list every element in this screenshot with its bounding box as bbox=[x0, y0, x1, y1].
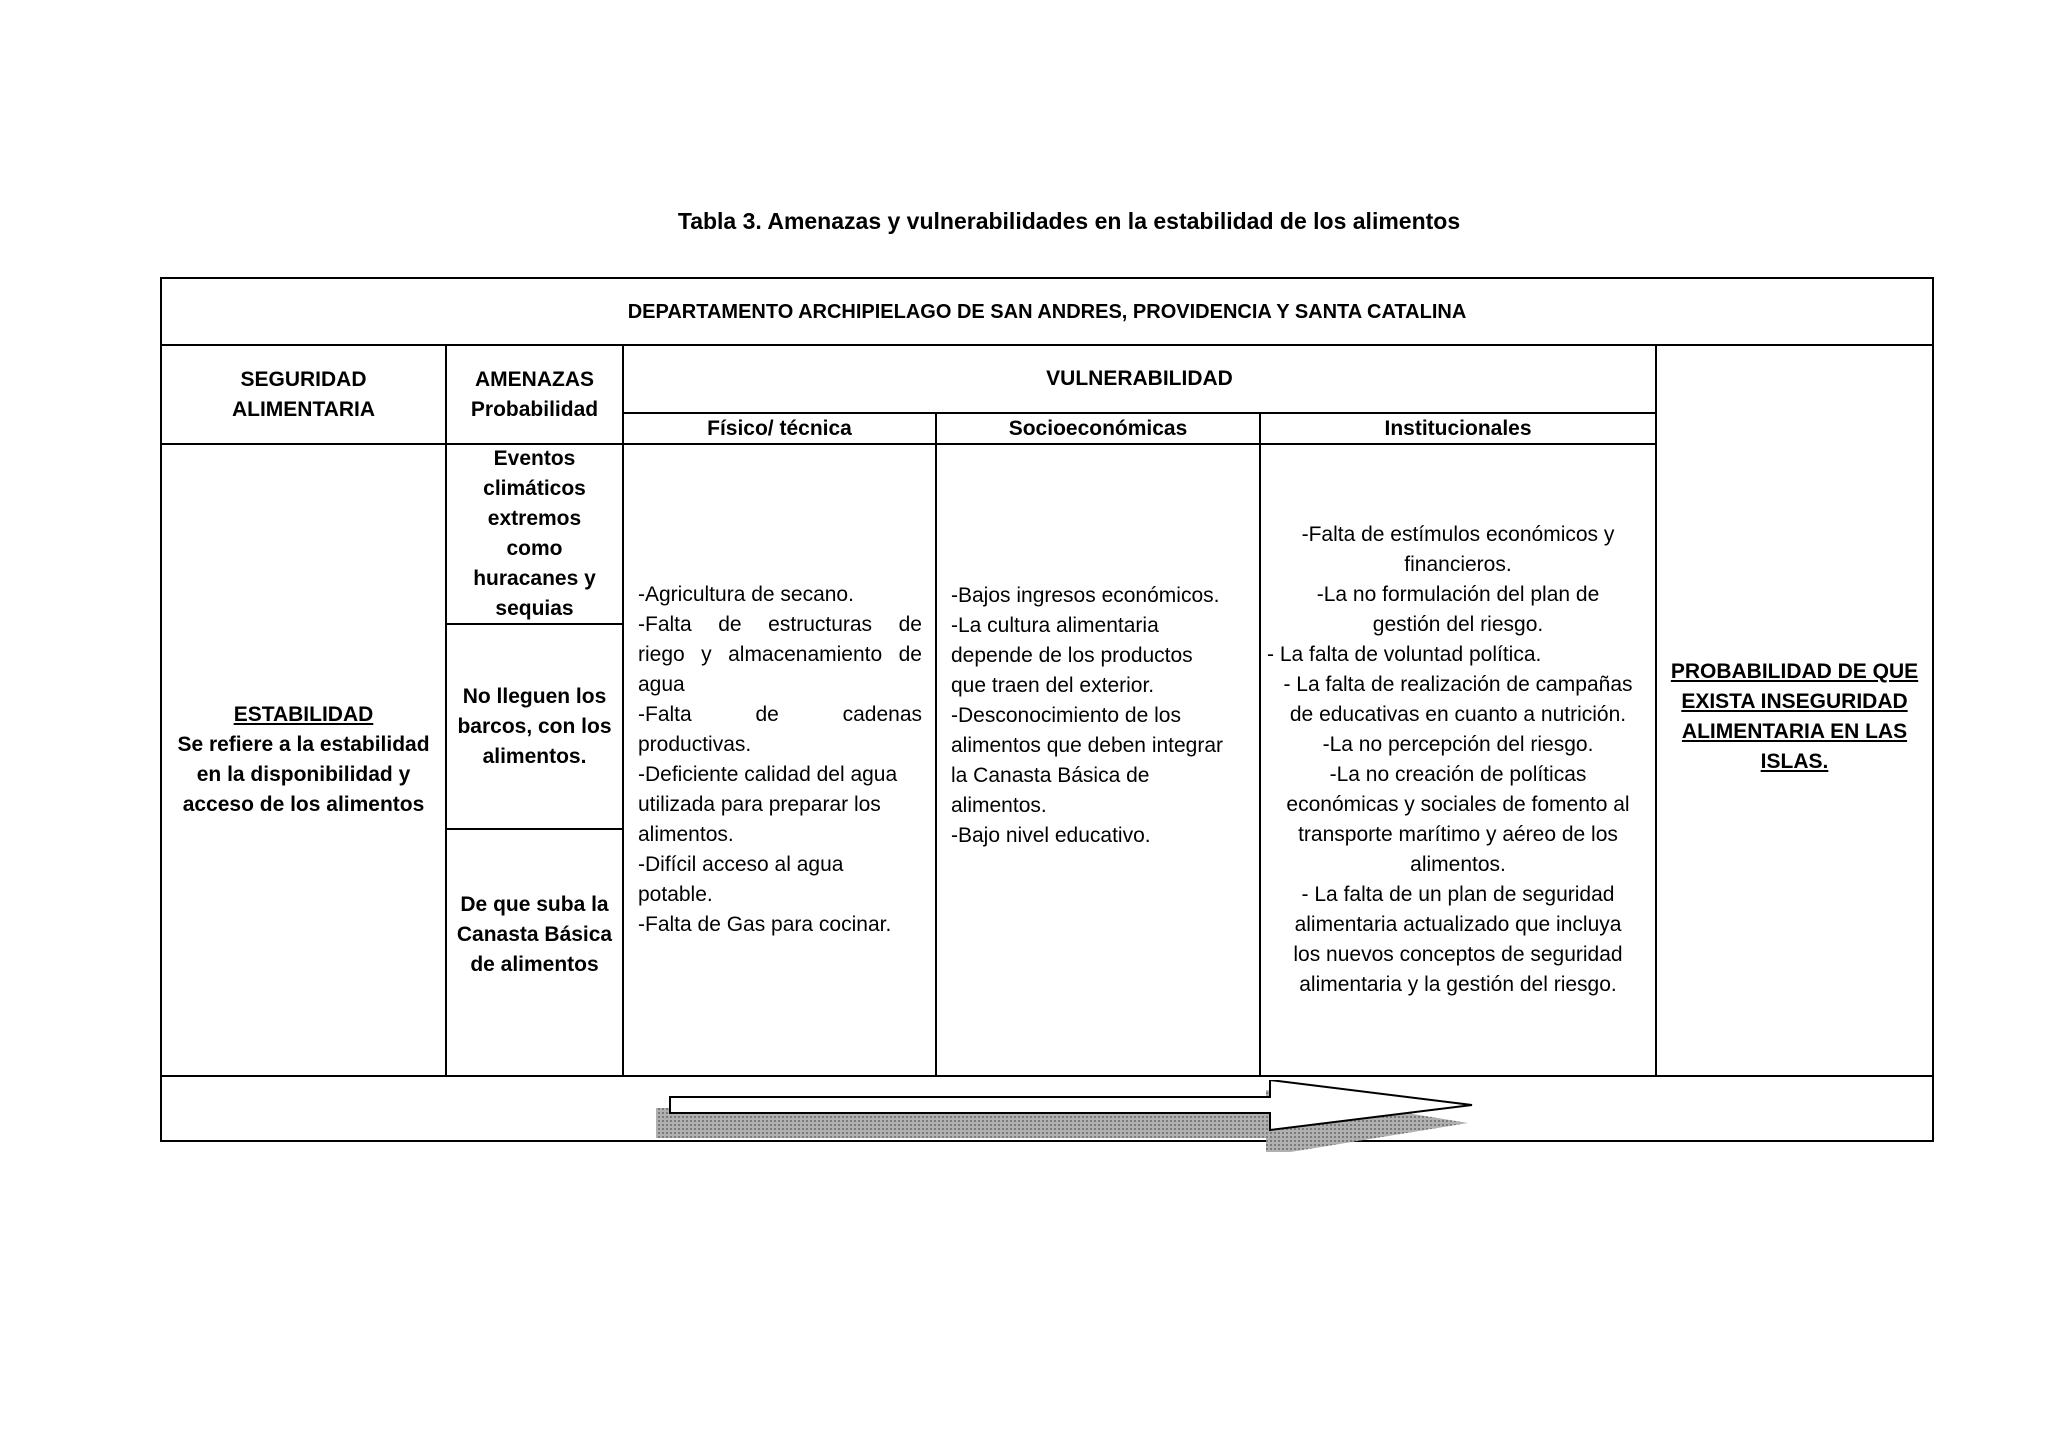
amenaza-line: climáticos bbox=[483, 477, 586, 500]
amenaza-line: como bbox=[506, 537, 563, 560]
amenaza-line: sequias bbox=[495, 597, 574, 620]
list-item: -Difícil acceso al agua bbox=[638, 853, 844, 876]
header-seguridad-line: ALIMENTARIA bbox=[231, 397, 376, 421]
amenaza-line: barcos, con los bbox=[457, 714, 612, 738]
estabilidad-cell bbox=[162, 445, 445, 1075]
list-item: - La falta de un plan de seguridad bbox=[1301, 883, 1615, 906]
list-item: financieros. bbox=[1404, 553, 1512, 576]
socio-list bbox=[951, 581, 1249, 851]
amenaza-line: Canasta Básica bbox=[456, 923, 613, 946]
list-item: que traen del exterior. bbox=[951, 674, 1155, 697]
estabilidad-line: acceso de los alimentos bbox=[182, 793, 425, 816]
list-item: -Falta de Gas para cocinar. bbox=[638, 913, 892, 936]
header-vulnerabilidad-label: VULNERABILIDAD bbox=[1046, 367, 1233, 390]
list-item: de educativas en cuanto a nutrición. bbox=[1289, 703, 1627, 726]
list-item: alimentos que deben integrar bbox=[951, 734, 1224, 757]
list-item: -Falta de estímulos económicos y bbox=[1301, 523, 1615, 546]
list-item: los nuevos conceptos de seguridad bbox=[1293, 943, 1623, 966]
header-amenazas bbox=[447, 346, 622, 443]
amenaza-cell bbox=[447, 445, 622, 623]
amenaza-line: alimentos. bbox=[482, 744, 587, 768]
list-item: -Bajo nivel educativo. bbox=[951, 824, 1151, 847]
list-item: -La cultura alimentaria bbox=[951, 614, 1159, 637]
right-arrow-icon bbox=[650, 1080, 1490, 1152]
list-item: -Bajos ingresos económicos. bbox=[951, 584, 1220, 607]
header-vulnerabilidad bbox=[624, 346, 1655, 412]
header-seguridad bbox=[162, 346, 445, 443]
department-label: DEPARTAMENTO ARCHIPIELAGO DE SAN ANDRES, PROVIDENCIA Y SANTA CATALINA bbox=[627, 300, 1467, 323]
list-item: -Falta de cadenas bbox=[638, 703, 922, 726]
list-item: potable. bbox=[638, 883, 713, 906]
amenaza-line: Eventos bbox=[493, 447, 576, 470]
list-item: transporte marítimo y aéreo de los bbox=[1298, 823, 1618, 846]
header-seguridad-line: SEGURIDAD bbox=[240, 367, 367, 391]
list-item: alimentos. bbox=[1410, 853, 1506, 876]
list-item: - La falta de voluntad política. bbox=[1267, 643, 1542, 666]
probabilidad-cell bbox=[1657, 346, 1932, 1075]
probabilidad-line: ALIMENTARIA EN LAS bbox=[1681, 719, 1908, 743]
header-socio-label: Socioeconómicas bbox=[1008, 416, 1188, 440]
header-institucionales bbox=[1261, 414, 1655, 443]
department-header bbox=[162, 279, 1932, 344]
document-title: Tabla 3. Amenazas y vulnerabilidades en la estabilidad de los alimentos bbox=[677, 208, 1461, 234]
list-item: la Canasta Básica de bbox=[951, 764, 1150, 787]
socio-cell bbox=[937, 445, 1259, 1075]
probabilidad-line: ISLAS. bbox=[1760, 749, 1829, 773]
institucional-cell bbox=[1261, 445, 1655, 1075]
amenaza-line: de alimentos bbox=[470, 953, 599, 976]
list-item: depende de los productos bbox=[951, 644, 1193, 667]
list-item: -Deficiente calidad del agua bbox=[638, 763, 898, 786]
list-item: alimentaria actualizado que incluya bbox=[1294, 913, 1622, 936]
list-item: -La no creación de políticas bbox=[1329, 763, 1587, 786]
list-item: -La no formulación del plan de bbox=[1316, 583, 1600, 606]
amenaza-line: extremos bbox=[487, 507, 582, 530]
list-item: -Falta de estructuras de bbox=[638, 613, 922, 636]
amenaza-cell bbox=[447, 830, 622, 1075]
header-socio bbox=[937, 414, 1259, 443]
header-fisico bbox=[624, 414, 935, 443]
header-amenazas-line: Probabilidad bbox=[470, 397, 599, 421]
fisico-cell bbox=[624, 445, 935, 1075]
estabilidad-line: Se refiere a la estabilidad bbox=[177, 733, 430, 756]
list-item: económicas y sociales de fomento al bbox=[1286, 793, 1630, 816]
list-item: riego y almacenamiento de bbox=[638, 643, 922, 666]
institucional-list bbox=[1267, 520, 1649, 1000]
estabilidad-line: en la disponibilidad y bbox=[196, 763, 411, 786]
probabilidad-line: PROBABILIDAD DE QUE bbox=[1670, 659, 1919, 683]
header-amenazas-line: AMENAZAS bbox=[475, 367, 594, 391]
amenaza-cell bbox=[447, 625, 622, 828]
list-item: alimentos. bbox=[638, 823, 734, 846]
list-item: gestión del riesgo. bbox=[1372, 613, 1544, 636]
header-institucionales-label: Institucionales bbox=[1384, 416, 1532, 440]
list-item: - La falta de realización de campañas bbox=[1283, 673, 1633, 696]
amenaza-line: No lleguen los bbox=[462, 684, 607, 708]
header-fisico-label: Físico/ técnica bbox=[707, 416, 852, 440]
list-item: agua bbox=[638, 673, 685, 696]
estabilidad-heading: ESTABILIDAD bbox=[233, 703, 374, 726]
list-item: -La no percepción del riesgo. bbox=[1322, 733, 1594, 756]
probabilidad-line: EXISTA INSEGURIDAD bbox=[1681, 689, 1908, 713]
list-item: -Agricultura de secano. bbox=[638, 583, 854, 606]
list-item: utilizada para preparar los bbox=[638, 793, 881, 816]
list-item: -Desconocimiento de los bbox=[951, 704, 1181, 727]
fisico-list bbox=[638, 580, 922, 940]
amenaza-line: De que suba la bbox=[460, 893, 609, 916]
list-item: productivas. bbox=[638, 733, 752, 756]
list-item: alimentos. bbox=[951, 794, 1047, 817]
amenaza-line: huracanes y bbox=[473, 567, 596, 590]
list-item: alimentaria y la gestión del riesgo. bbox=[1299, 973, 1617, 996]
